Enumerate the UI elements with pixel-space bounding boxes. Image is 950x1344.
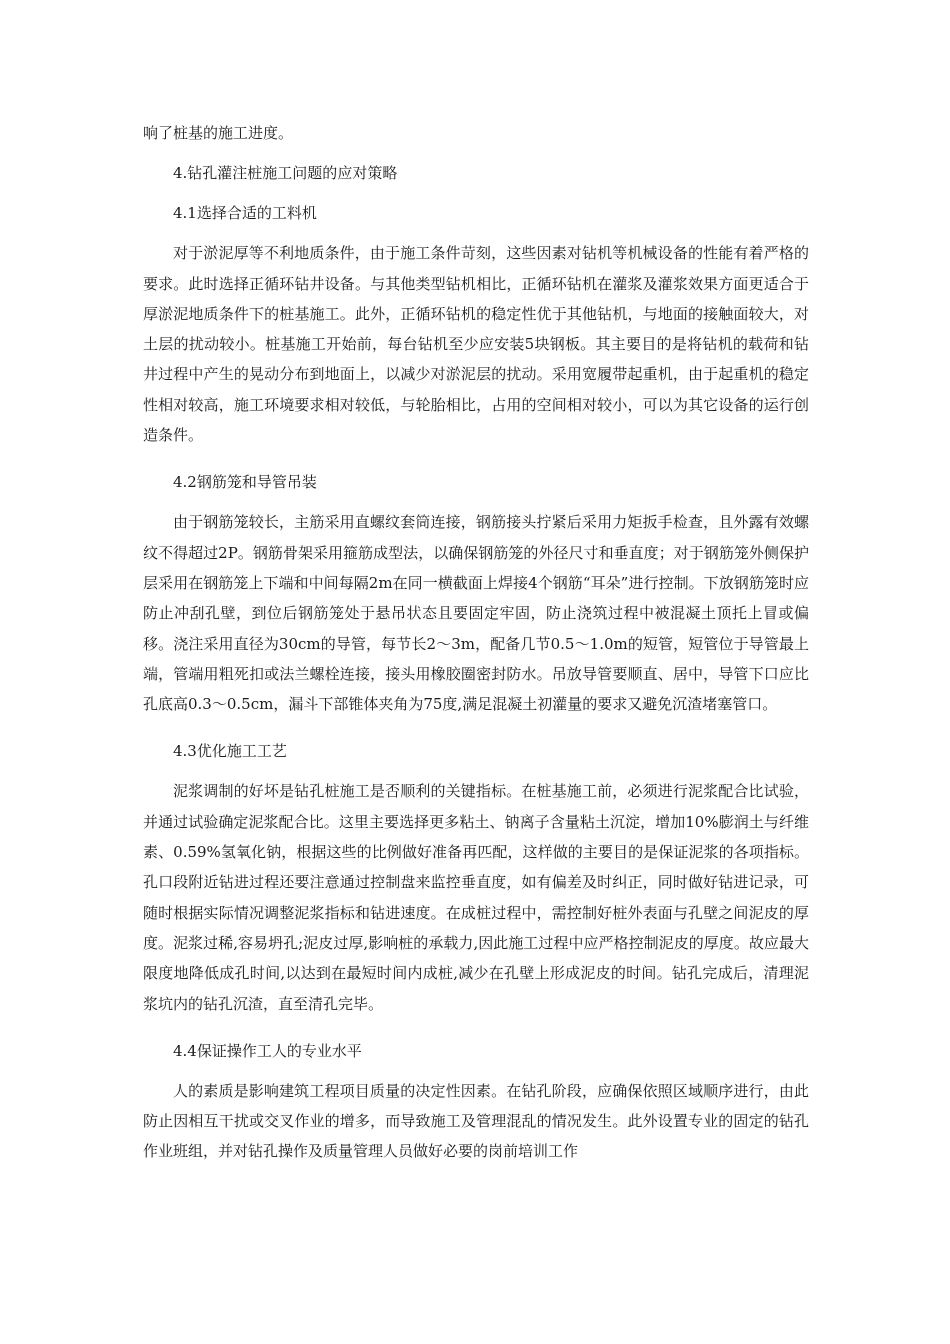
section-heading-4: 4.钻孔灌注桩施工问题的应对策略 [173,164,398,183]
subsection-heading-4-3: 4.3优化施工工艺 [173,742,287,761]
subsection-heading-4-1: 4.1选择合适的工料机 [173,204,317,223]
paragraph-4-4: 人的素质是影响建筑工程项目质量的决定性因素。在钻孔阶段，应确保依照区域顺序进行，由此防止因相互干扰或交叉作业的增多，而导致施工及管理混乱的情况发生。此外设置专业的固定的钻孔作业班组，并对钻孔操作及质量管理人员做好必要的岗前培训工作 [143,1081,809,1161]
subsection-heading-4-2: 4.2钢筋笼和导管吊装 [173,473,317,492]
paragraph-4-2: 由于钢筋笼较长，主筋采用直螺纹套筒连接，钢筋接头拧紧后采用力矩扳手检查，且外露有效螺纹不得超过2P。钢筋骨架采用箍筋成型法，以确保钢筋笼的外径尺寸和垂直度；对于钢筋笼外侧保护层采用在钢筋笼上下端和中间每隔2m在同一横截面上焊接4个钢筋“耳朵”进行控制。下放钢筋笼时应防止冲刮孔壁，到位后钢筋笼处于悬吊状态且要固定牢固，防止浇筑过程中被混凝土顶托上冒或偏移。浇注采用直径为30cm的导管，每节长2～3m，配备几节0.5～1.0m的短管，短管位于导管最上端，管端用粗死扣或法兰螺栓连接，接头用橡胶圈密封防水。吊放导管要顺直、居中，导管下口应比孔底高0.3～0.5cm，漏斗下部锥体夹角为75度,满足混凝土初灌量的要求又避免沉渣堵塞管口。 [143,513,809,714]
paragraph-4-1: 对于淤泥厚等不利地质条件，由于施工条件苛刻，这些因素对钻机等机械设备的性能有着严格的要求。此时选择正循环钻井设备。与其他类型钻机相比，正循环钻机在灌浆及灌浆效果方面更适合于厚淤泥地质条件下的桩基施工。此外，正循环钻机的稳定性优于其他钻机，与地面的接触面较大，对土层的扰动较小。桩基施工开始前，每台钻机至少应安装5块钢板。其主要目的是将钻机的载荷和钻井过程中产生的晃动分布到地面上，以减少对淤泥层的扰动。采用宽履带起重机，由于起重机的稳定性相对较高，施工环境要求相对较低，与轮胎相比，占用的空间相对较小，可以为其它设备的运行创造条件。 [143,244,809,445]
paragraph-4-3: 泥浆调制的好坏是钻孔桩施工是否顺利的关键指标。在桩基施工前，必须进行泥浆配合比试验，并通过试验确定泥浆配合比。这里主要选择更多粘土、钠离子含量粘土沉淀，增加10%膨润土与纤维素、0.59%氢氧化钠，根据这些的比例做好准备再匹配，这样做的主要目的是保证泥浆的各项指标。孔口段附近钻进过程还要注意通过控制盘来监控垂直度，如有偏差及时纠正，同时做好钻进记录，可随时根据实际情况调整泥浆指标和钻进速度。在成桩过程中，需控制好桩外表面与孔壁之间泥皮的厚度。泥浆过稀,容易坍孔;泥皮过厚,影响桩的承载力,因此施工过程中应严格控制泥皮的厚度。故应最大限度地降低成孔时间,以达到在最短时间内成桩,减少在孔壁上形成泥皮的时间。钻孔完成后，清理泥浆坑内的钻孔沉渣，直至清孔完毕。 [143,782,809,1013]
subsection-heading-4-4: 4.4保证操作工人的专业水平 [173,1041,362,1060]
document-page [143,118,809,1167]
paragraph-continuation: 响了桩基的施工进度。 [143,124,294,142]
